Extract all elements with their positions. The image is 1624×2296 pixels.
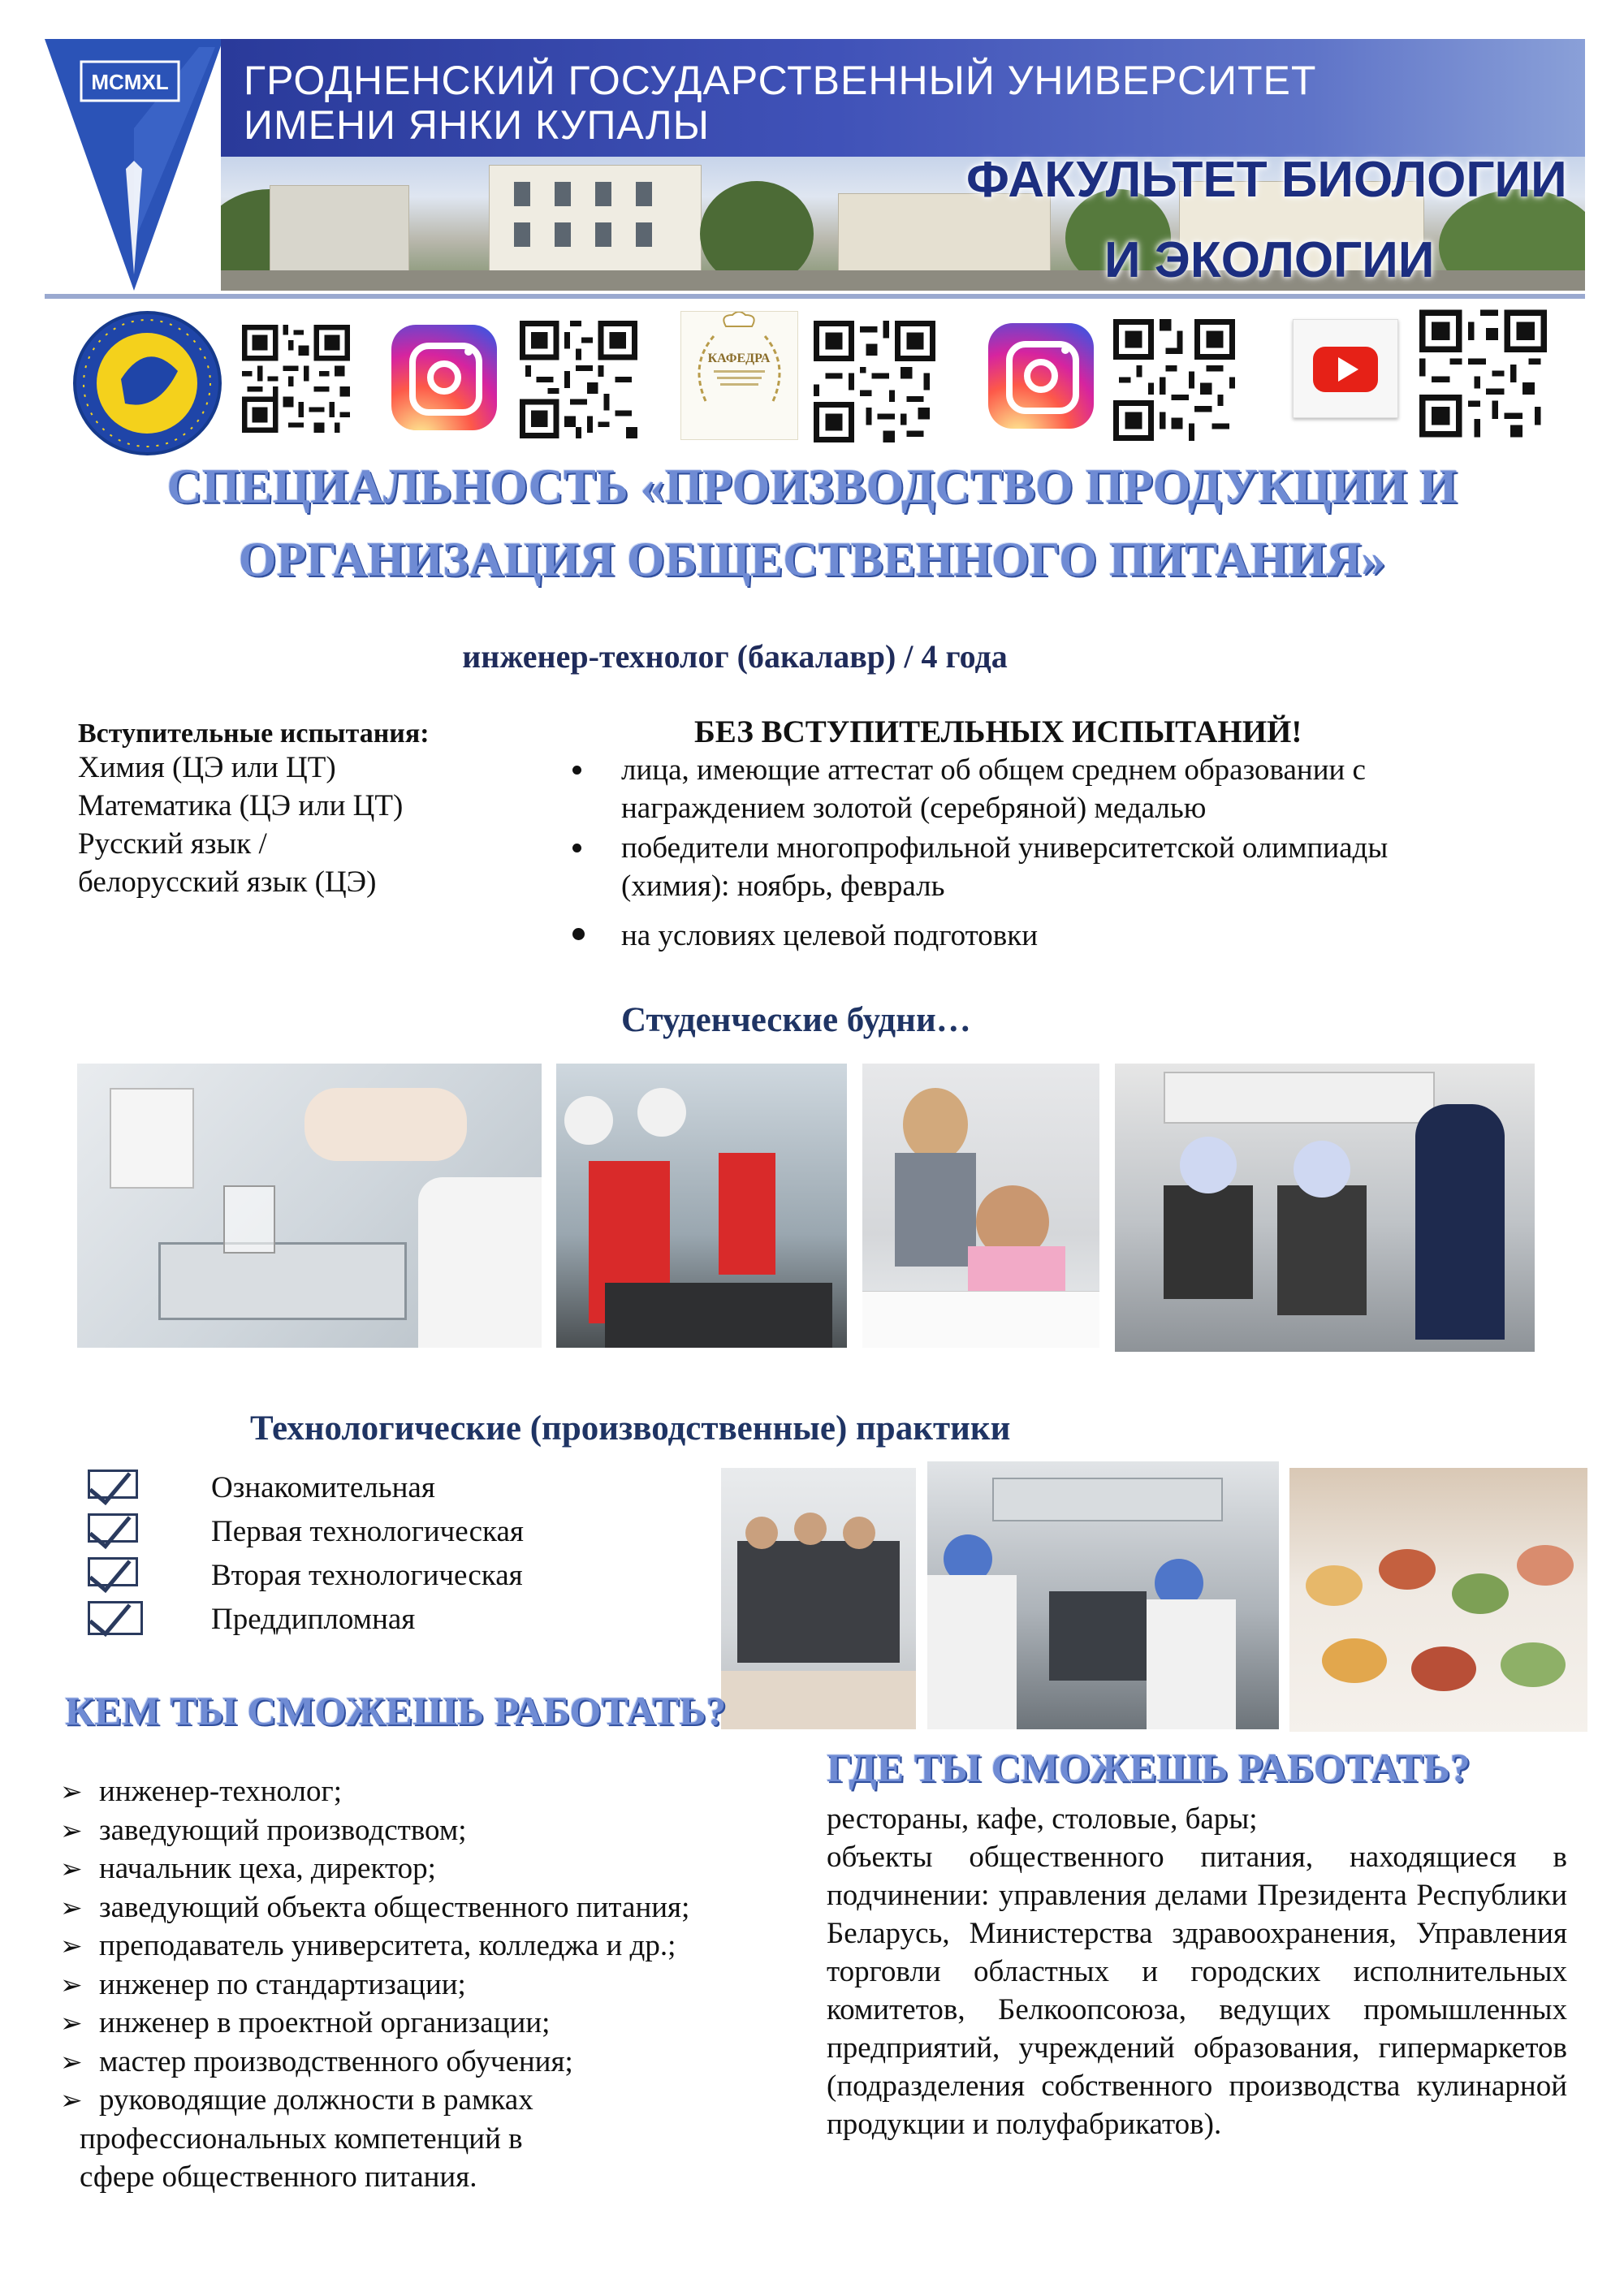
university-name-line1: ГРОДНЕНСКИЙ ГОСУДАРСТВЕННЫЙ УНИВЕРСИТЕТ xyxy=(244,58,1317,103)
list-item: ➢ руководящие должности в рамках xyxy=(60,2083,533,2117)
faculty-name-line1: ФАКУЛЬТЕТ БИОЛОГИИ xyxy=(966,152,1567,208)
faculty-name-line2: И ЭКОЛОГИИ xyxy=(1104,232,1435,288)
no-exams-title: БЕЗ ВСТУПИТЕЛЬНЫХ ИСПЫТАНИЙ! xyxy=(694,714,1302,749)
kafedra-logo xyxy=(680,311,798,440)
university-name-line2: ИМЕНИ ЯНКИ КУПАЛЫ xyxy=(244,102,710,148)
header-divider xyxy=(45,294,1585,299)
where-can-you-work-title: ГДЕ ТЫ СМОЖЕШЬ РАБОТАТЬ? xyxy=(827,1745,1471,1790)
list-item: лица, имеющие аттестат об общем среднем образовании с награждением золотой (серебряной) медалью xyxy=(572,751,1587,827)
list-item: ➢ мастер производственного обучения; xyxy=(60,2044,573,2078)
list-item: ➢ инженер-технолог; xyxy=(60,1775,342,1808)
production-kitchen-photo xyxy=(927,1461,1279,1729)
qualification-text: инженер-технолог (бакалавр) / 4 года xyxy=(462,638,1008,675)
university-emblem xyxy=(45,39,223,291)
youtube-icon[interactable] xyxy=(1293,319,1398,418)
exam-item: белорусский язык (ЦЭ) xyxy=(78,865,377,899)
workplaces-text xyxy=(827,1800,1567,2143)
lab-photo xyxy=(77,1064,542,1348)
banquet-table-photo xyxy=(1289,1468,1587,1732)
kitchen-practice-photo xyxy=(1115,1064,1535,1352)
kafedra-label: КАФЕДРА xyxy=(707,352,771,365)
list-item: на условиях целевой подготовки xyxy=(572,917,1587,955)
jobs-list xyxy=(57,1772,689,2197)
workplaces-line: рестораны, кафе, столовые, бары; xyxy=(827,1802,1258,1836)
cooking-class-photo xyxy=(556,1064,847,1348)
group-photo xyxy=(721,1468,916,1729)
qr-code-icon[interactable] xyxy=(1112,319,1236,441)
design-class-photo xyxy=(862,1064,1099,1348)
specialty-title-line2: ОРГАНИЗАЦИЯ ОБЩЕСТВЕННОГО ПИТАНИЯ» xyxy=(238,533,1386,586)
who-can-you-work-title: КЕМ ТЫ СМОЖЕШЬ РАБОТАТЬ? xyxy=(65,1688,727,1733)
no-exams-list xyxy=(572,751,1587,955)
exam-item: Математика (ЦЭ или ЦТ) xyxy=(78,789,404,822)
student-life-title: Студенческие будни… xyxy=(621,1001,971,1039)
qr-code-icon[interactable] xyxy=(814,321,935,442)
workplaces-paragraph: объекты общественного питания, находящиеся в подчинении: управления делами Президента Республики Беларусь, Министерства здравоохранения, Управления торговли областных и городских исполнительных комитетов, Белкоопсоюза, ведущих промышленных предприятий, учреждений образования, гипермаркетов (подразделения собственного производства кулинарной продукции и полуфабрикатов). xyxy=(827,1841,1567,2141)
emblem-text: MCMXL xyxy=(91,70,169,94)
list-item: победители многопрофильной университетской олимпиады (химия): ноябрь, февраль xyxy=(572,829,1587,905)
list-item: ➢ инженер по стандартизации; xyxy=(60,1967,466,2001)
list-item: ➢ заведующий объекта общественного питания; xyxy=(60,1890,690,1924)
list-item-continuation: профессиональных компетенций в xyxy=(80,2121,523,2156)
list-item: ➢ преподаватель университета, колледжа и др.; xyxy=(60,1929,676,1962)
qr-code-icon[interactable] xyxy=(242,325,350,433)
practice-item: Вторая технологическая xyxy=(211,1559,523,1592)
qr-code-icon[interactable] xyxy=(520,321,637,438)
checkbox-checked-icon xyxy=(88,1598,143,1635)
practice-item: Ознакомительная xyxy=(211,1471,435,1504)
qr-code-icon[interactable] xyxy=(1419,309,1547,438)
list-item-continuation: сфере общественного питания. xyxy=(80,2160,477,2194)
exam-item: Химия (ЦЭ или ЦТ) xyxy=(78,751,336,784)
practice-title: Технологические (производственные) практики xyxy=(250,1409,1011,1448)
list-item: ➢ инженер в проектной организации; xyxy=(60,2006,551,2039)
practice-item: Первая технологическая xyxy=(211,1515,524,1548)
instagram-icon[interactable] xyxy=(391,325,497,430)
checkbox-checked-icon xyxy=(88,1510,143,1543)
faculty-emblem-icon xyxy=(73,311,222,455)
list-item: ➢ начальник цеха, директор; xyxy=(60,1852,436,1885)
specialty-title-line1: СПЕЦИАЛЬНОСТЬ «ПРОИЗВОДСТВО ПРОДУКЦИИ И xyxy=(166,460,1458,513)
instagram-icon[interactable] xyxy=(988,323,1094,429)
practice-item: Преддипломная xyxy=(211,1603,416,1636)
list-item: ➢ заведующий производством; xyxy=(60,1813,467,1847)
checkbox-checked-icon xyxy=(88,1466,143,1499)
exam-item: Русский язык / xyxy=(78,827,267,861)
checkbox-checked-icon xyxy=(88,1554,143,1586)
exams-title: Вступительные испытания: xyxy=(78,719,430,749)
